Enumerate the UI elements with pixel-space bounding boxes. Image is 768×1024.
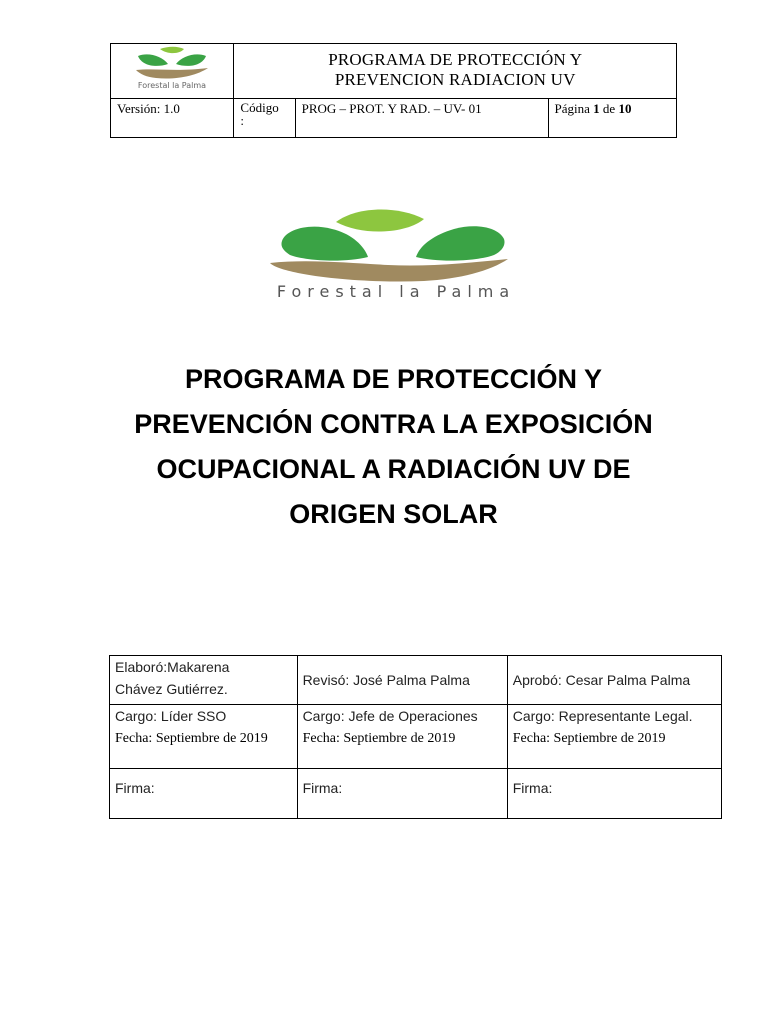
aprobo-cell: Aprobó: Cesar Palma Palma <box>507 656 721 705</box>
fecha-1: Fecha: Septiembre de 2019 <box>115 731 268 746</box>
large-logo-text: Forestal la Palma <box>276 282 516 301</box>
elaboro-name-first: Makarena <box>167 659 230 675</box>
cargo-cell-1 <box>110 705 298 769</box>
title-line1: PROGRAMA DE PROTECCIÓN Y <box>184 364 603 394</box>
pagina-of: de <box>599 101 619 116</box>
approval-table <box>109 655 722 819</box>
document-title <box>110 357 677 537</box>
cargo-1: Cargo: Líder SSO <box>115 708 227 724</box>
cargo-cell-2 <box>297 705 507 769</box>
firma-cell-3 <box>507 769 721 819</box>
firma-cell-2 <box>297 769 507 819</box>
cargo-3: Cargo: Representante Legal. <box>512 708 693 724</box>
firma-2: Firma: <box>302 780 343 796</box>
reviso-cell: Revisó: José Palma Palma <box>297 656 507 705</box>
small-logo-text: Forestal la Palma <box>138 81 207 90</box>
fecha-2: Fecha: Septiembre de 2019 <box>302 731 456 746</box>
pagina-cell <box>548 99 676 138</box>
cargo-2: Cargo: Jefe de Operaciones <box>302 708 478 724</box>
fecha-3: Fecha: Septiembre de 2019 <box>512 731 666 746</box>
codigo-label-cell <box>234 99 295 138</box>
header-title <box>234 44 677 99</box>
firma-1: Firma: <box>115 780 155 796</box>
forestal-logo-small-icon <box>116 46 228 92</box>
codigo-colon: : <box>240 113 245 128</box>
elaboro-cell <box>110 656 298 705</box>
cargo-cell-3 <box>507 705 721 769</box>
header-logo-cell <box>111 44 234 99</box>
codigo-label: Código <box>240 100 279 115</box>
firma-3: Firma: <box>512 780 553 796</box>
firma-cell-1 <box>110 769 298 819</box>
codigo-value-cell: PROG – PROT. Y RAD. – UV- 01 <box>295 99 548 138</box>
title-line4: ORIGEN SOLAR <box>289 499 498 529</box>
header-title-line1: PROGRAMA DE PROTECCIÓN Y <box>328 50 583 69</box>
pagina-prefix: Página <box>554 101 594 116</box>
pagina-current: 1 <box>593 101 600 116</box>
title-line3: OCUPACIONAL A RADIACIÓN UV DE <box>156 454 631 484</box>
version-cell: Versión: 1.0 <box>111 99 234 138</box>
elaboro-label: Elaboró: <box>115 659 168 675</box>
pagina-total: 10 <box>618 101 632 116</box>
header-title-line2: PREVENCION RADIACION UV <box>334 70 576 89</box>
elaboro-name-rest: Chávez Gutiérrez. <box>115 681 228 697</box>
forestal-logo-large-icon <box>228 205 564 301</box>
document-header <box>110 43 677 138</box>
title-line2: PREVENCIÓN CONTRA LA EXPOSICIÓN <box>134 409 653 439</box>
